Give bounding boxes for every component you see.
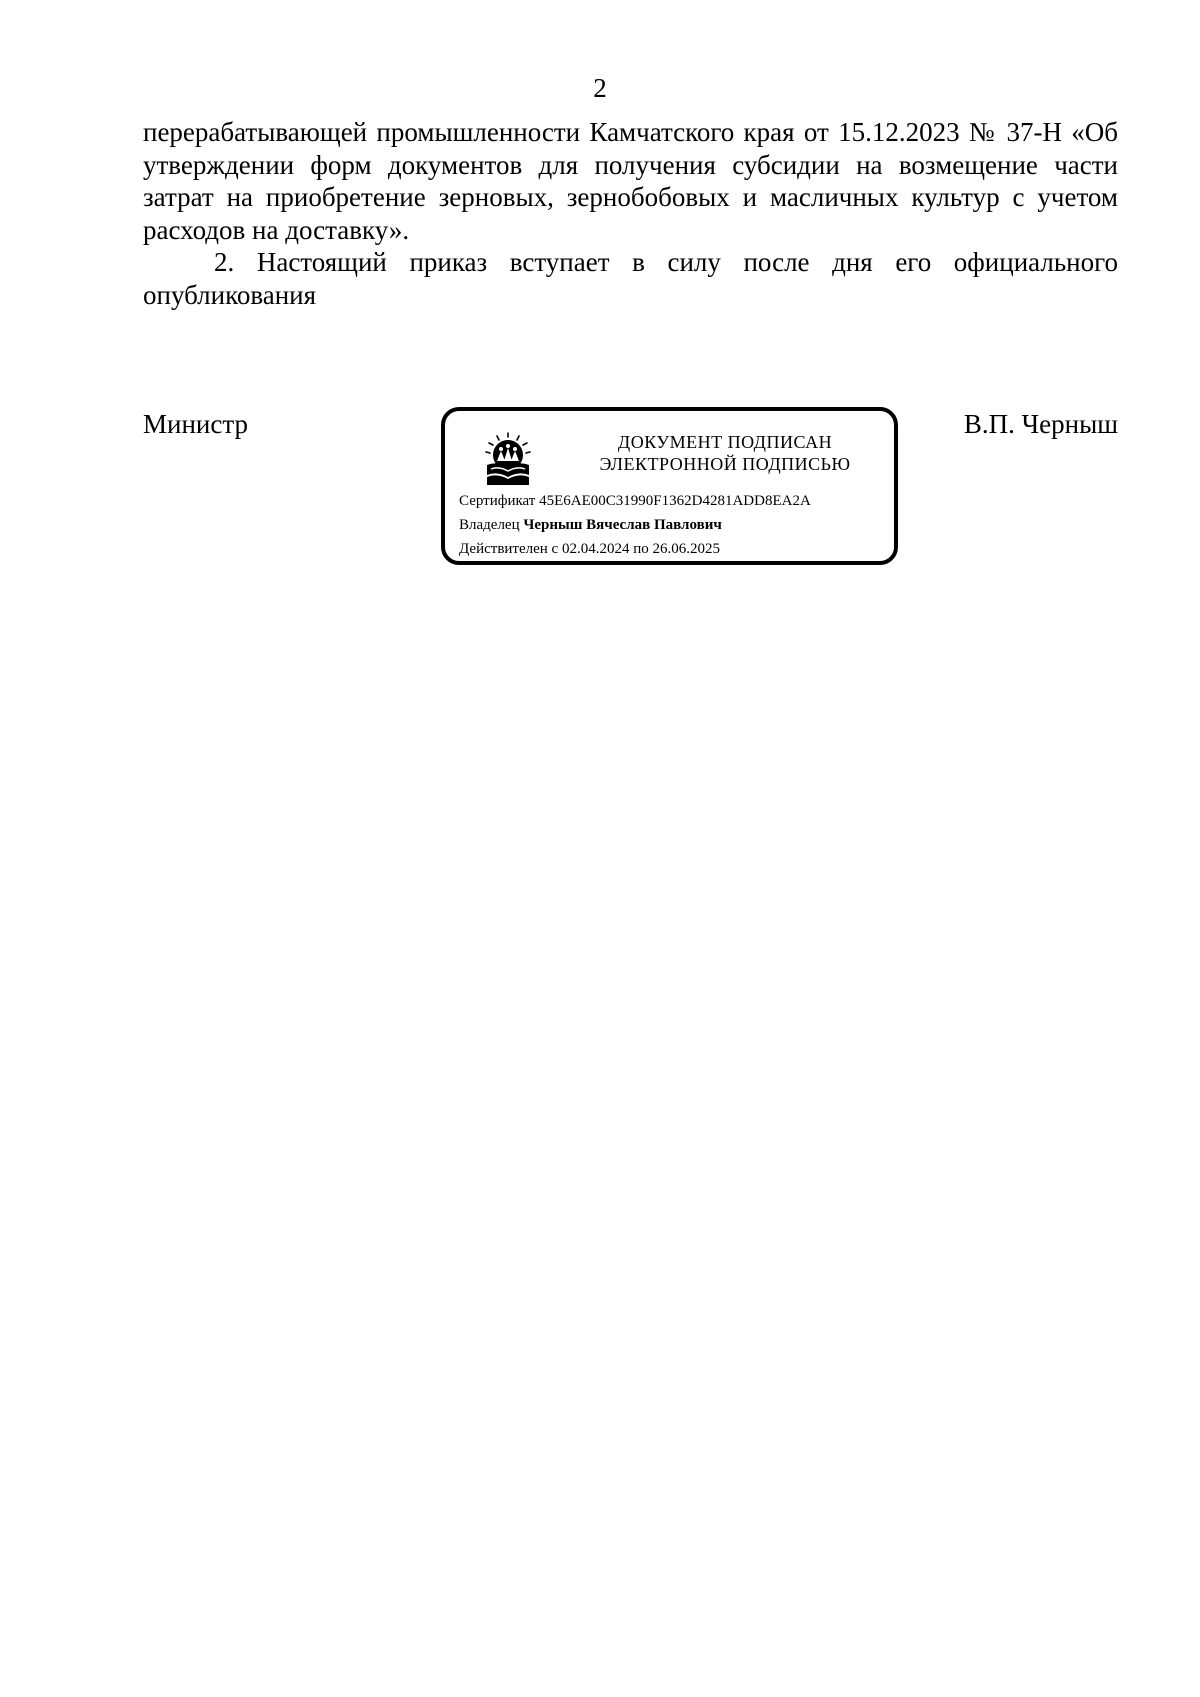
certificate-value: 45E6AE00C31990F1362D4281ADD8EA2A <box>539 493 811 509</box>
stamp-heading-line-1: ДОКУМЕНТ ПОДПИСАН <box>617 432 833 452</box>
stamp-heading <box>555 431 895 475</box>
certificate-label: Сертификат <box>459 493 536 509</box>
kamchatka-emblem-icon <box>483 431 533 487</box>
stamp-details <box>459 489 889 561</box>
stamp-heading-line-2: ЭЛЕКТРОННОЙ ПОДПИСЬЮ <box>599 454 851 474</box>
document-body <box>143 116 1118 311</box>
signer-name: В.П. Черныш <box>963 409 1118 439</box>
page-number: 2 <box>593 73 607 103</box>
stamp-validity-line: Действителен с 02.04.2024 по 26.06.2025 <box>459 541 720 557</box>
signer-title: Министр <box>143 409 248 439</box>
stamp-certificate-line <box>459 489 889 513</box>
stamp-owner-line <box>459 513 889 537</box>
electronic-signature-stamp <box>441 407 898 565</box>
owner-value: Черныш Вячеслав Павлович <box>523 517 722 533</box>
owner-label: Владелец <box>459 517 520 533</box>
paragraph-2: 2. Настоящий приказ вступает в силу после дня его официального опубликования <box>143 247 1118 310</box>
paragraph-1: перерабатывающей промышленности Камчатского края от 15.12.2023 № 37-Н «Об утверждении форм документов для получения субсидии на возмещение части затрат на приобретение зерновых, зернобобовых и масличных культур с учетом расходов на доставку». <box>143 117 1118 245</box>
